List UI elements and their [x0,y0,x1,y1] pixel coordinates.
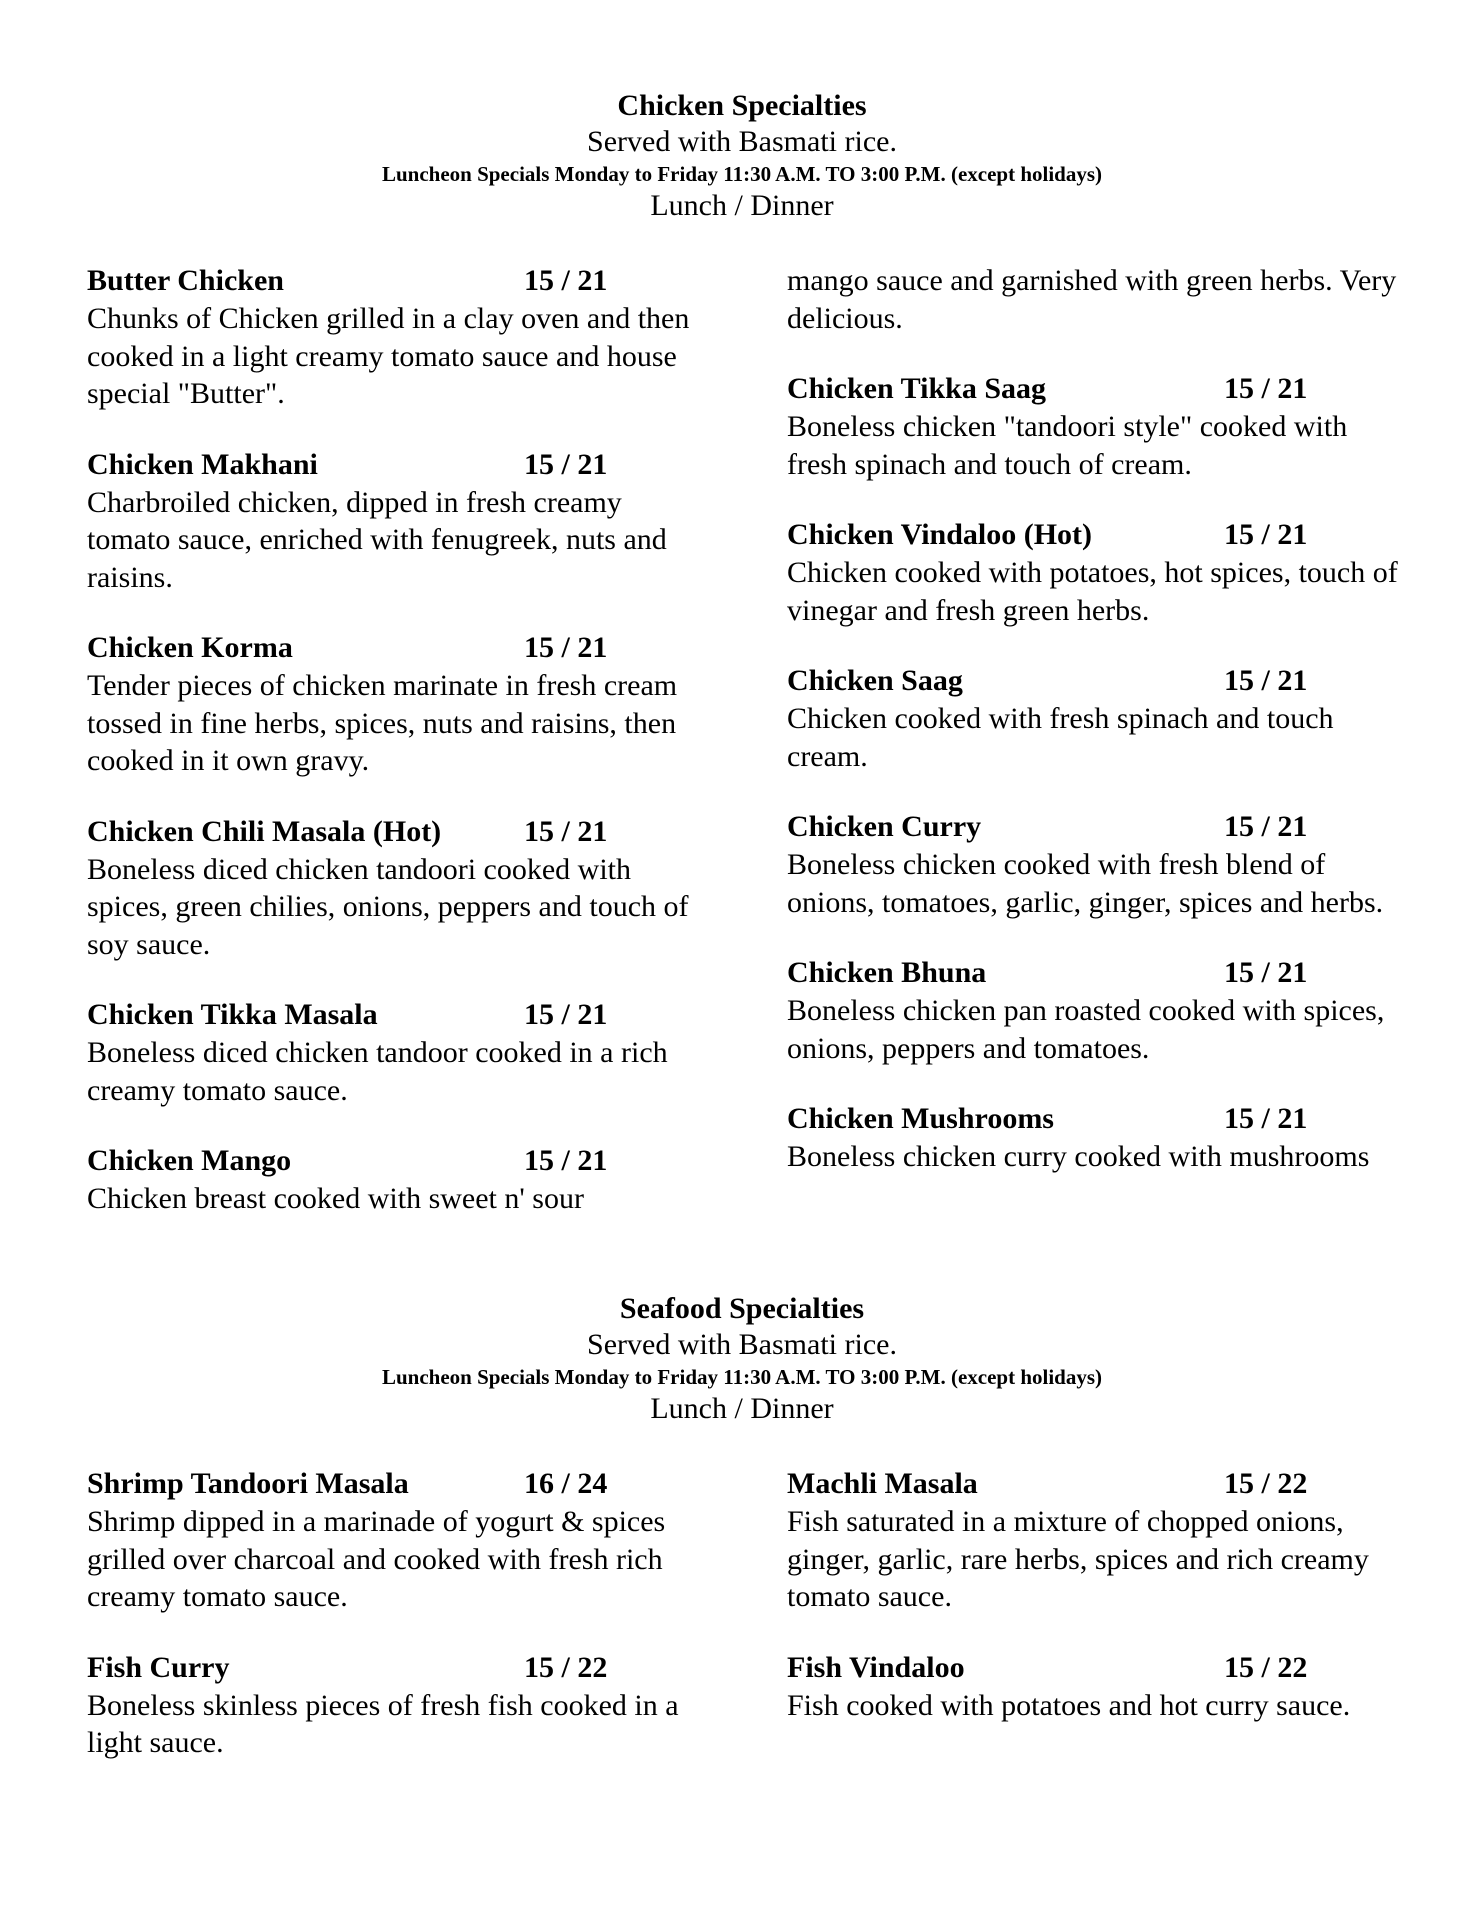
section-subtitle: Served with Basmati rice. [587,125,897,158]
menu-item [787,1465,1407,1616]
menu-item [787,370,1407,483]
item-name: Chicken Makhani [87,447,318,481]
item-name: Chicken Bhuna [787,956,987,989]
item-price: 15 / 21 [524,998,608,1031]
item-name: Chicken Mango [87,1144,292,1177]
item-price: 15 / 21 [524,631,608,664]
item-price: 15 / 21 [524,1144,608,1177]
item-name: Butter Chicken [87,264,284,297]
item-description: Chunks of Chicken grilled in a clay oven and then cooked in a light creamy tomato sauce and house special "Butter". [87,302,690,410]
chicken-left-column [87,262,707,1251]
menu-item [787,954,1407,1067]
menu-item [87,996,707,1109]
item-name: Fish Curry [87,1650,230,1684]
menu-item [87,629,707,780]
menu-item [87,262,707,413]
section-hours: Luncheon Specials Monday to Friday 11:30 A.M. TO 3:00 P.M. (except holidays) [381,162,1103,186]
menu-item [787,662,1407,775]
item-price: 15 / 21 [1224,518,1308,551]
item-description: mango sauce and garnished with green herbs. Very delicious. [787,264,1397,335]
item-price: 15 / 21 [1224,664,1308,697]
item-price: 16 / 24 [524,1467,608,1500]
chicken-section-header [0,88,1484,224]
item-name: Chicken Curry [787,810,982,843]
item-description: Shrimp dipped in a marinade of yogurt & spices grilled over charcoal and cooked with fresh rich creamy tomato sauce. [87,1505,666,1613]
section-title: Seafood Specialties [619,1292,865,1325]
section-subtitle: Served with Basmati rice. [587,1328,897,1361]
menu-item [787,516,1407,629]
item-description: Chicken cooked with fresh spinach and touch cream. [787,702,1334,773]
item-price: 15 / 21 [1224,372,1308,405]
menu-item [87,1465,707,1616]
item-description: Boneless chicken pan roasted cooked with spices, onions, peppers and tomatoes. [787,994,1385,1065]
item-price: 15 / 21 [1224,810,1308,843]
item-price: 15 / 21 [524,447,608,481]
menu-item [787,1100,1407,1176]
item-name: Fish Vindaloo [787,1650,965,1684]
item-name: Chicken Mushrooms [787,1102,1054,1135]
item-name: Chicken Saag [787,664,963,697]
item-description: Tender pieces of chicken marinate in fresh cream tossed in fine herbs, spices, nuts and raisins, then cooked in it own gravy. [87,669,678,777]
item-price: 15 / 22 [1224,1650,1308,1684]
menu-item [787,1649,1407,1725]
item-price: 15 / 22 [524,1650,608,1684]
menu-item [87,446,707,597]
item-name: Chicken Tikka Saag [787,372,1046,405]
seafood-section-header [0,1291,1484,1427]
menu-item [87,813,707,964]
item-description: Charbroiled chicken, dipped in fresh creamy tomato sauce, enriched with fenugreek, nuts and raisins. [87,485,667,594]
item-description: Chicken cooked with potatoes, hot spices, touch of vinegar and fresh green herbs. [787,556,1398,627]
menu-item-continuation [787,262,1407,337]
item-description: Boneless skinless pieces of fresh fish cooked in a light sauce. [87,1688,679,1759]
item-price: 15 / 21 [1224,1102,1308,1135]
item-price: 15 / 22 [1224,1467,1308,1500]
price-label: Lunch / Dinner [650,189,834,222]
item-description: Boneless chicken curry cooked with mushrooms [787,1140,1370,1173]
item-description: Boneless chicken "tandoori style" cooked with fresh spinach and touch of cream. [787,410,1348,481]
item-price: 15 / 21 [524,814,608,848]
chicken-right-column [787,262,1407,1209]
item-name: Chicken Korma [87,631,293,664]
item-price: 15 / 21 [524,264,608,297]
section-title: Chicken Specialties [617,89,867,122]
item-description: Chicken breast cooked with sweet n' sour [87,1182,584,1215]
seafood-right-column [787,1465,1407,1757]
menu-item [87,1649,707,1762]
item-price: 15 / 21 [1224,956,1308,989]
item-name: Shrimp Tandoori Masala [87,1467,409,1500]
item-name: Machli Masala [787,1467,978,1500]
seafood-left-column [87,1465,707,1795]
menu-item [787,808,1407,921]
section-hours: Luncheon Specials Monday to Friday 11:30 A.M. TO 3:00 P.M. (except holidays) [381,1365,1103,1389]
item-description: Boneless diced chicken tandoori cooked with spices, green chilies, onions, peppers and touch of soy sauce. [87,852,689,961]
item-description: Boneless chicken cooked with fresh blend of onions, tomatoes, garlic, ginger, spices and herbs. [787,848,1384,919]
item-description: Fish saturated in a mixture of chopped onions, ginger, garlic, rare herbs, spices and rich creamy tomato sauce. [787,1505,1369,1613]
price-label: Lunch / Dinner [650,1392,834,1425]
item-description: Boneless diced chicken tandoor cooked in a rich creamy tomato sauce. [87,1036,668,1107]
item-description: Fish cooked with potatoes and hot curry sauce. [787,1688,1351,1722]
menu-item [87,1142,707,1218]
item-name: Chicken Chili Masala (Hot) [87,814,442,848]
item-name: Chicken Tikka Masala [87,998,378,1031]
item-name: Chicken Vindaloo (Hot) [787,518,1093,551]
